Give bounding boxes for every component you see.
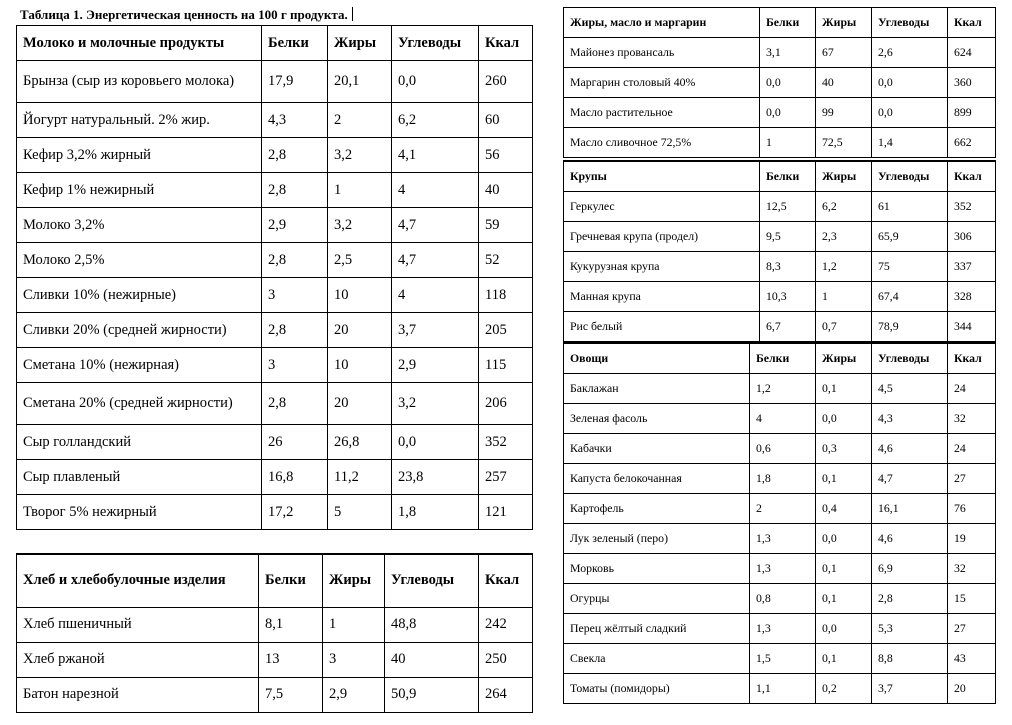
value-cell: 78,9: [872, 311, 948, 341]
table-row: [17, 495, 533, 530]
table-row: [17, 425, 533, 460]
column-header: Белки: [760, 161, 816, 191]
value-cell: 0,3: [816, 433, 872, 463]
value-cell: 72,5: [816, 128, 872, 158]
document-title: Таблица 1. Энергетическая ценность на 100 г продукта.: [20, 7, 353, 23]
value-cell: 0,0: [760, 68, 816, 98]
value-cell: 0,1: [816, 643, 872, 673]
value-cell: 1,5: [750, 643, 816, 673]
value-cell: 4: [392, 278, 479, 313]
value-cell: 12,5: [760, 191, 816, 221]
table-row: [564, 128, 996, 158]
product-name-cell: Йогурт натуральный. 2% жир.: [17, 103, 262, 138]
value-cell: 9,5: [760, 221, 816, 251]
table-row: [564, 433, 996, 463]
product-name-cell: Сметана 10% (нежирная): [17, 348, 262, 383]
value-cell: 7,5: [259, 677, 323, 712]
product-name-cell: Хлеб пшеничный: [17, 607, 259, 642]
value-cell: 20: [328, 383, 392, 425]
value-cell: 20: [328, 313, 392, 348]
table-row: [17, 642, 533, 677]
value-cell: 1: [760, 128, 816, 158]
value-cell: 52: [479, 243, 533, 278]
column-header: Ккал: [948, 8, 996, 38]
value-cell: 20: [948, 673, 996, 703]
value-cell: 40: [816, 68, 872, 98]
value-cell: 76: [948, 493, 996, 523]
table-row: [17, 607, 533, 642]
value-cell: 2,8: [262, 138, 328, 173]
value-cell: 2,9: [392, 348, 479, 383]
value-cell: 1,2: [816, 251, 872, 281]
value-cell: 11,2: [328, 460, 392, 495]
product-name-cell: Картофель: [564, 493, 750, 523]
column-header: Жиры: [816, 8, 872, 38]
value-cell: 16,8: [262, 460, 328, 495]
vegetables-table: [563, 342, 996, 704]
table-row: [564, 403, 996, 433]
table-row: [564, 583, 996, 613]
table-row: [17, 173, 533, 208]
value-cell: 4,6: [872, 433, 948, 463]
value-cell: 344: [948, 311, 996, 341]
value-cell: 206: [479, 383, 533, 425]
value-cell: 59: [479, 208, 533, 243]
product-name-cell: Зеленая фасоль: [564, 403, 750, 433]
value-cell: 4: [750, 403, 816, 433]
value-cell: 0,0: [816, 523, 872, 553]
value-cell: 1,8: [392, 495, 479, 530]
value-cell: 13: [259, 642, 323, 677]
table-header-row: [564, 8, 996, 38]
value-cell: 3,2: [328, 138, 392, 173]
table-header-row: [564, 161, 996, 191]
value-cell: 0,4: [816, 493, 872, 523]
value-cell: 1: [328, 173, 392, 208]
value-cell: 26: [262, 425, 328, 460]
value-cell: 17,2: [262, 495, 328, 530]
product-name-cell: Сыр голландский: [17, 425, 262, 460]
table-row: [17, 348, 533, 383]
category-header: Хлеб и хлебобулочные изделия: [17, 554, 259, 607]
table-row: [564, 221, 996, 251]
value-cell: 61: [872, 191, 948, 221]
table-row: [564, 493, 996, 523]
value-cell: 624: [948, 38, 996, 68]
table-row: [17, 460, 533, 495]
value-cell: 56: [479, 138, 533, 173]
value-cell: 899: [948, 98, 996, 128]
table-row: [564, 373, 996, 403]
value-cell: 26,8: [328, 425, 392, 460]
value-cell: 3: [262, 348, 328, 383]
table-row: [17, 61, 533, 103]
value-cell: 40: [385, 642, 479, 677]
column-header: Жиры: [816, 161, 872, 191]
table-row: [564, 673, 996, 703]
value-cell: 3,2: [392, 383, 479, 425]
table-row: [17, 677, 533, 712]
table-row: [564, 281, 996, 311]
value-cell: 250: [479, 642, 533, 677]
column-header: Углеводы: [392, 26, 479, 61]
value-cell: 337: [948, 251, 996, 281]
table-row: [564, 553, 996, 583]
value-cell: 1,3: [750, 553, 816, 583]
product-name-cell: Кукурузная крупа: [564, 251, 760, 281]
product-name-cell: Масло сливочное 72,5%: [564, 128, 760, 158]
product-name-cell: Сыр плавленый: [17, 460, 262, 495]
value-cell: 0,1: [816, 463, 872, 493]
column-header: Жиры: [816, 343, 872, 373]
value-cell: 8,8: [872, 643, 948, 673]
value-cell: 6,7: [760, 311, 816, 341]
table-row: [564, 311, 996, 341]
column-header: Ккал: [479, 26, 533, 61]
value-cell: 20,1: [328, 61, 392, 103]
value-cell: 2,9: [262, 208, 328, 243]
table-row: [564, 251, 996, 281]
value-cell: 0,8: [750, 583, 816, 613]
value-cell: 0,1: [816, 553, 872, 583]
value-cell: 0,0: [872, 68, 948, 98]
product-name-cell: Томаты (помидоры): [564, 673, 750, 703]
column-header: Белки: [262, 26, 328, 61]
product-name-cell: Хлеб ржаной: [17, 642, 259, 677]
column-header: Ккал: [948, 161, 996, 191]
column-header: Жиры: [323, 554, 385, 607]
value-cell: 10: [328, 278, 392, 313]
value-cell: 2,6: [872, 38, 948, 68]
value-cell: 6,2: [392, 103, 479, 138]
value-cell: 257: [479, 460, 533, 495]
value-cell: 0,0: [872, 98, 948, 128]
product-name-cell: Огурцы: [564, 583, 750, 613]
value-cell: 352: [948, 191, 996, 221]
value-cell: 1,2: [750, 373, 816, 403]
value-cell: 0,1: [816, 583, 872, 613]
column-header: Углеводы: [872, 161, 948, 191]
table-row: [17, 138, 533, 173]
product-name-cell: Перец жёлтый сладкий: [564, 613, 750, 643]
value-cell: 4,7: [392, 243, 479, 278]
value-cell: 1,3: [750, 613, 816, 643]
value-cell: 65,9: [872, 221, 948, 251]
value-cell: 5,3: [872, 613, 948, 643]
product-name-cell: Молоко 3,2%: [17, 208, 262, 243]
value-cell: 2,8: [262, 313, 328, 348]
value-cell: 4,3: [872, 403, 948, 433]
value-cell: 3,2: [328, 208, 392, 243]
value-cell: 2,8: [872, 583, 948, 613]
value-cell: 4,7: [392, 208, 479, 243]
table-row: [17, 313, 533, 348]
product-name-cell: Гречневая крупа (продел): [564, 221, 760, 251]
value-cell: 0,6: [750, 433, 816, 463]
column-header: Белки: [760, 8, 816, 38]
value-cell: 2,8: [262, 243, 328, 278]
value-cell: 50,9: [385, 677, 479, 712]
category-header: Крупы: [564, 161, 760, 191]
value-cell: 27: [948, 463, 996, 493]
value-cell: 662: [948, 128, 996, 158]
value-cell: 0,2: [816, 673, 872, 703]
column-header: Ккал: [479, 554, 533, 607]
value-cell: 32: [948, 553, 996, 583]
column-header: Ккал: [948, 343, 996, 373]
product-name-cell: Рис белый: [564, 311, 760, 341]
table-header-row: [564, 343, 996, 373]
product-name-cell: Майонез провансаль: [564, 38, 760, 68]
column-header: Жиры: [328, 26, 392, 61]
value-cell: 4,6: [872, 523, 948, 553]
table-row: [17, 383, 533, 425]
product-name-cell: Свекла: [564, 643, 750, 673]
product-name-cell: Маргарин столовый 40%: [564, 68, 760, 98]
value-cell: 1: [816, 281, 872, 311]
value-cell: 5: [328, 495, 392, 530]
table-row: [564, 38, 996, 68]
value-cell: 99: [816, 98, 872, 128]
product-name-cell: Кабачки: [564, 433, 750, 463]
value-cell: 4,7: [872, 463, 948, 493]
value-cell: 0,7: [816, 311, 872, 341]
value-cell: 1,4: [872, 128, 948, 158]
product-name-cell: Масло растительное: [564, 98, 760, 128]
value-cell: 17,9: [262, 61, 328, 103]
table-row: [17, 243, 533, 278]
product-name-cell: Лук зеленый (перо): [564, 523, 750, 553]
category-header: Овощи: [564, 343, 750, 373]
value-cell: 67,4: [872, 281, 948, 311]
table-header-row: [17, 26, 533, 61]
value-cell: 3: [323, 642, 385, 677]
table-row: [17, 103, 533, 138]
value-cell: 60: [479, 103, 533, 138]
value-cell: 2,8: [262, 383, 328, 425]
value-cell: 4,5: [872, 373, 948, 403]
product-name-cell: Морковь: [564, 553, 750, 583]
value-cell: 306: [948, 221, 996, 251]
product-name-cell: Геркулес: [564, 191, 760, 221]
value-cell: 2: [328, 103, 392, 138]
value-cell: 260: [479, 61, 533, 103]
value-cell: 1,1: [750, 673, 816, 703]
value-cell: 328: [948, 281, 996, 311]
value-cell: 118: [479, 278, 533, 313]
value-cell: 3,7: [392, 313, 479, 348]
table-row: [564, 643, 996, 673]
value-cell: 16,1: [872, 493, 948, 523]
product-name-cell: Баклажан: [564, 373, 750, 403]
product-name-cell: Сливки 20% (средней жирности): [17, 313, 262, 348]
value-cell: 48,8: [385, 607, 479, 642]
value-cell: 32: [948, 403, 996, 433]
value-cell: 2,5: [328, 243, 392, 278]
product-name-cell: Кефир 1% нежирный: [17, 173, 262, 208]
dairy-table: [16, 25, 533, 530]
value-cell: 3: [262, 278, 328, 313]
table-row: [564, 68, 996, 98]
value-cell: 360: [948, 68, 996, 98]
value-cell: 1,3: [750, 523, 816, 553]
value-cell: 352: [479, 425, 533, 460]
value-cell: 75: [872, 251, 948, 281]
table-header-row: [17, 554, 533, 607]
product-name-cell: Сметана 20% (средней жирности): [17, 383, 262, 425]
product-name-cell: Батон нарезной: [17, 677, 259, 712]
value-cell: 10: [328, 348, 392, 383]
value-cell: 23,8: [392, 460, 479, 495]
value-cell: 205: [479, 313, 533, 348]
value-cell: 2,9: [323, 677, 385, 712]
value-cell: 1: [323, 607, 385, 642]
product-name-cell: Сливки 10% (нежирные): [17, 278, 262, 313]
table-row: [17, 278, 533, 313]
value-cell: 24: [948, 373, 996, 403]
cereals-table: [563, 160, 996, 342]
value-cell: 2,8: [262, 173, 328, 208]
value-cell: 8,3: [760, 251, 816, 281]
product-name-cell: Брынза (сыр из коровьего молока): [17, 61, 262, 103]
bread-table: [16, 553, 533, 713]
value-cell: 40: [479, 173, 533, 208]
product-name-cell: Кефир 3,2% жирный: [17, 138, 262, 173]
product-name-cell: Капуста белокочанная: [564, 463, 750, 493]
column-header: Углеводы: [385, 554, 479, 607]
category-header: Жиры, масло и маргарин: [564, 8, 760, 38]
value-cell: 264: [479, 677, 533, 712]
value-cell: 0,0: [392, 425, 479, 460]
value-cell: 2,3: [816, 221, 872, 251]
value-cell: 0,0: [392, 61, 479, 103]
column-header: Белки: [750, 343, 816, 373]
value-cell: 67: [816, 38, 872, 68]
value-cell: 115: [479, 348, 533, 383]
product-name-cell: Творог 5% нежирный: [17, 495, 262, 530]
value-cell: 15: [948, 583, 996, 613]
value-cell: 24: [948, 433, 996, 463]
value-cell: 0,1: [816, 373, 872, 403]
table-row: [564, 463, 996, 493]
value-cell: 27: [948, 613, 996, 643]
value-cell: 4,3: [262, 103, 328, 138]
fats-table: [563, 7, 996, 158]
value-cell: 0,0: [760, 98, 816, 128]
table-row: [564, 191, 996, 221]
value-cell: 2: [750, 493, 816, 523]
table-row: [564, 98, 996, 128]
value-cell: 0,0: [816, 403, 872, 433]
value-cell: 10,3: [760, 281, 816, 311]
column-header: Белки: [259, 554, 323, 607]
table-row: [564, 523, 996, 553]
value-cell: 6,2: [816, 191, 872, 221]
table-row: [564, 613, 996, 643]
value-cell: 4: [392, 173, 479, 208]
column-header: Углеводы: [872, 343, 948, 373]
value-cell: 242: [479, 607, 533, 642]
category-header: Молоко и молочные продукты: [17, 26, 262, 61]
value-cell: 3,1: [760, 38, 816, 68]
product-name-cell: Манная крупа: [564, 281, 760, 311]
value-cell: 121: [479, 495, 533, 530]
product-name-cell: Молоко 2,5%: [17, 243, 262, 278]
column-header: Углеводы: [872, 8, 948, 38]
value-cell: 0,0: [816, 613, 872, 643]
value-cell: 3,7: [872, 673, 948, 703]
value-cell: 8,1: [259, 607, 323, 642]
value-cell: 1,8: [750, 463, 816, 493]
value-cell: 19: [948, 523, 996, 553]
value-cell: 43: [948, 643, 996, 673]
table-row: [17, 208, 533, 243]
value-cell: 4,1: [392, 138, 479, 173]
value-cell: 6,9: [872, 553, 948, 583]
